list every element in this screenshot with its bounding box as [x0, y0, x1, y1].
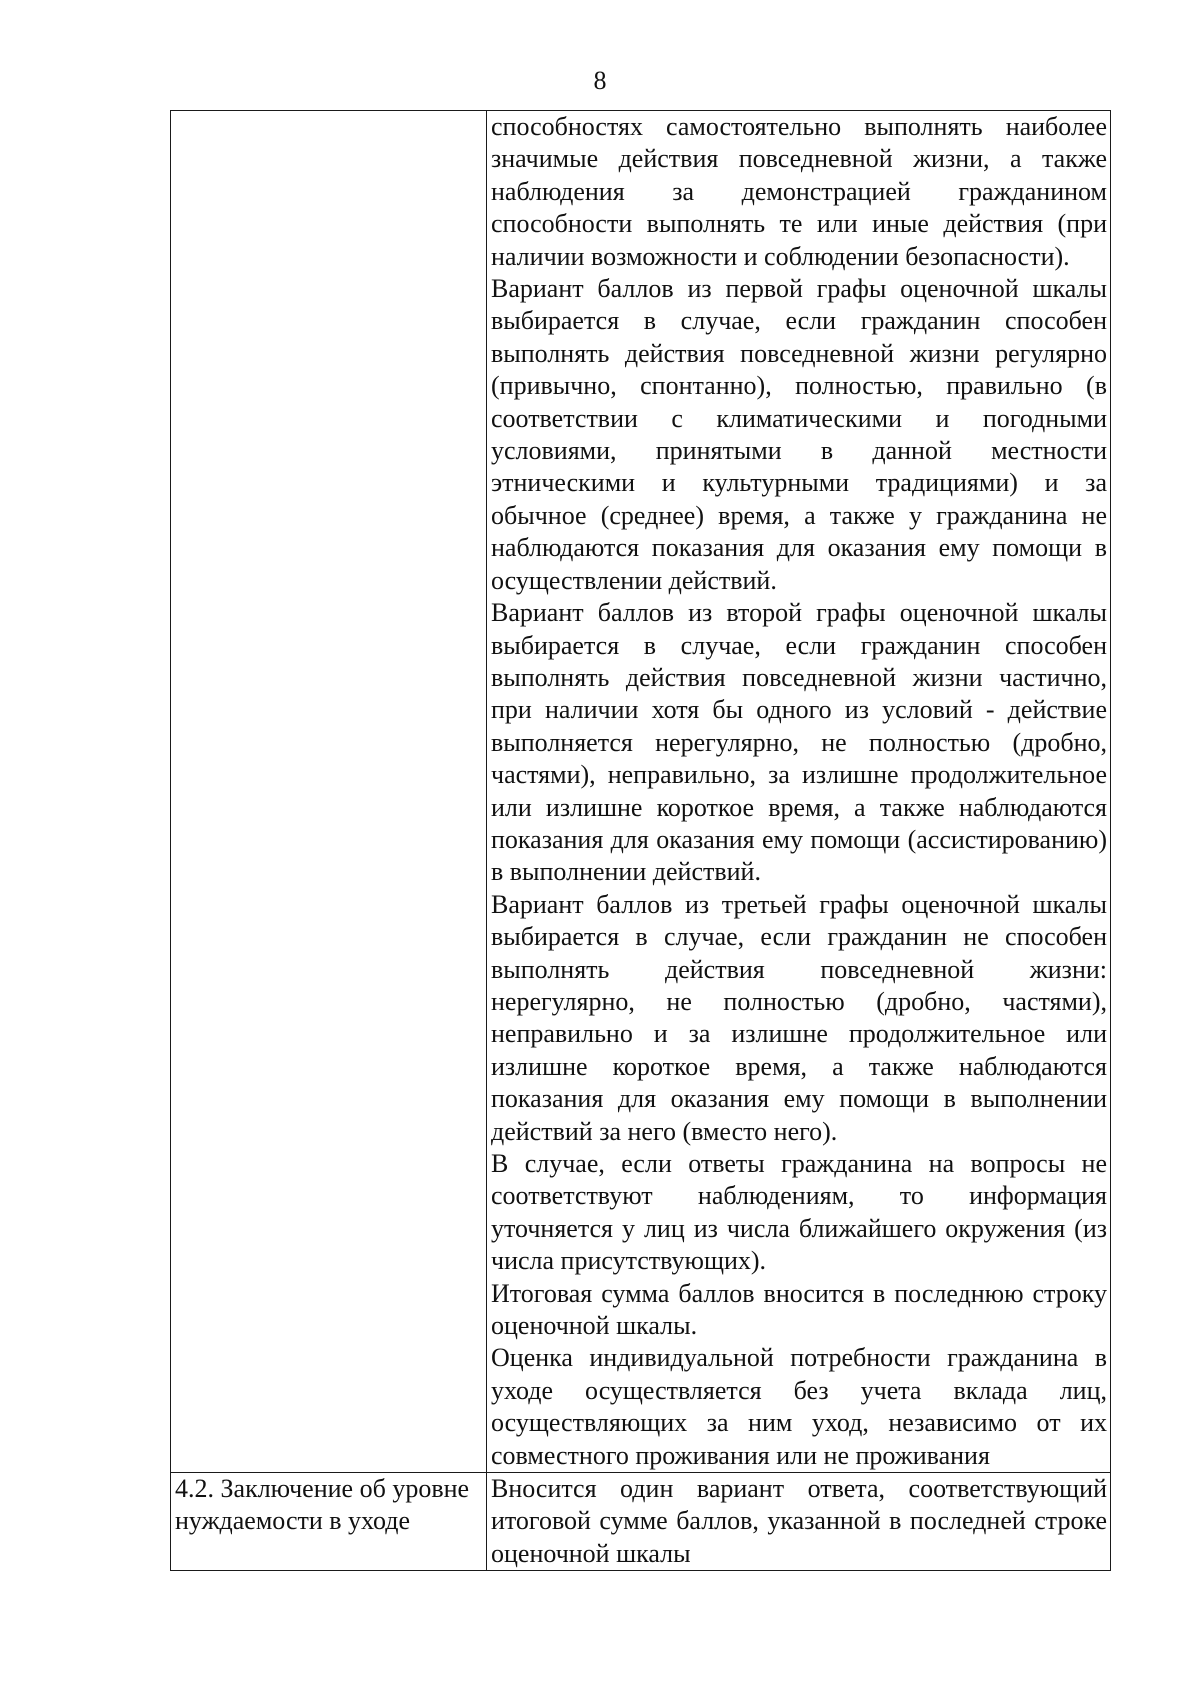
table-row — [171, 1473, 1111, 1571]
row-label: 4.2. Заключение об уровне нуждаемости в уходе — [175, 1474, 470, 1536]
paragraph: Вариант баллов из второй графы оценочной шкалы выбирается в случае, если гражданин способен выполнять действия повседневной жизни частично, при наличии хотя бы одного из условий - действие выполняется нерегулярно, не полностью (дробно, частями), неправильно, за излишне продолжительное или излишне короткое время, а также наблюдаются показания для оказания ему помощи (ассистированию) в выполнении действий. — [491, 598, 1107, 887]
paragraph: Вариант баллов из третьей графы оценочной шкалы выбирается в случае, если гражданин не способен выполнять действия повседневной жизни: нерегулярно, не полностью (дробно, частями), неправильно и за излишне продолжительное или излишне короткое время, а также наблюдаются показания для оказания ему помощи в выполнении действий за него (вместо него). — [491, 889, 1107, 1146]
table-cell-right — [487, 1473, 1111, 1571]
paragraph: В случае, если ответы гражданина на вопросы не соответствуют наблюдениям, то информация уточняется у лиц из числа ближайшего окружения (из числа присутствующих). — [491, 1149, 1107, 1276]
table-cell-left — [171, 111, 487, 1473]
paragraph: способностях самостоятельно выполнять наиболее значимые действия повседневной жизни, а также наблюдения за демонстрацией гражданином способности выполнять те или иные действия (при наличии возможности и соблюдении безопасности). — [491, 112, 1107, 271]
table-cell-right — [487, 111, 1111, 1473]
page-number: 8 — [593, 66, 607, 95]
requirements-table — [170, 110, 1111, 1571]
table-cell-left — [171, 1473, 487, 1571]
paragraph: Оценка индивидуальной потребности гражданина в уходе осуществляется без учета вклада лиц, осуществляющих за ним уход, независимо от их совместного проживания или не проживания — [491, 1343, 1107, 1470]
paragraph: Итоговая сумма баллов вносится в последнюю строку оценочной шкалы. — [491, 1278, 1107, 1341]
paragraph: Вариант баллов из первой графы оценочной шкалы выбирается в случае, если гражданин способен выполнять действия повседневной жизни регулярно (привычно, спонтанно), полностью, правильно (в соответствии с климатическими и погодными условиями, принятыми в данной местности этническими и культурными традициями) и за обычное (среднее) время, а также у гражданина не наблюдаются показания для оказания ему помощи в осуществлении действий. — [491, 274, 1107, 595]
table-row — [171, 111, 1111, 1473]
paragraph: Вносится один вариант ответа, соответствующий итоговой сумме баллов, указанной в последней строке оценочной шкалы — [491, 1474, 1107, 1568]
